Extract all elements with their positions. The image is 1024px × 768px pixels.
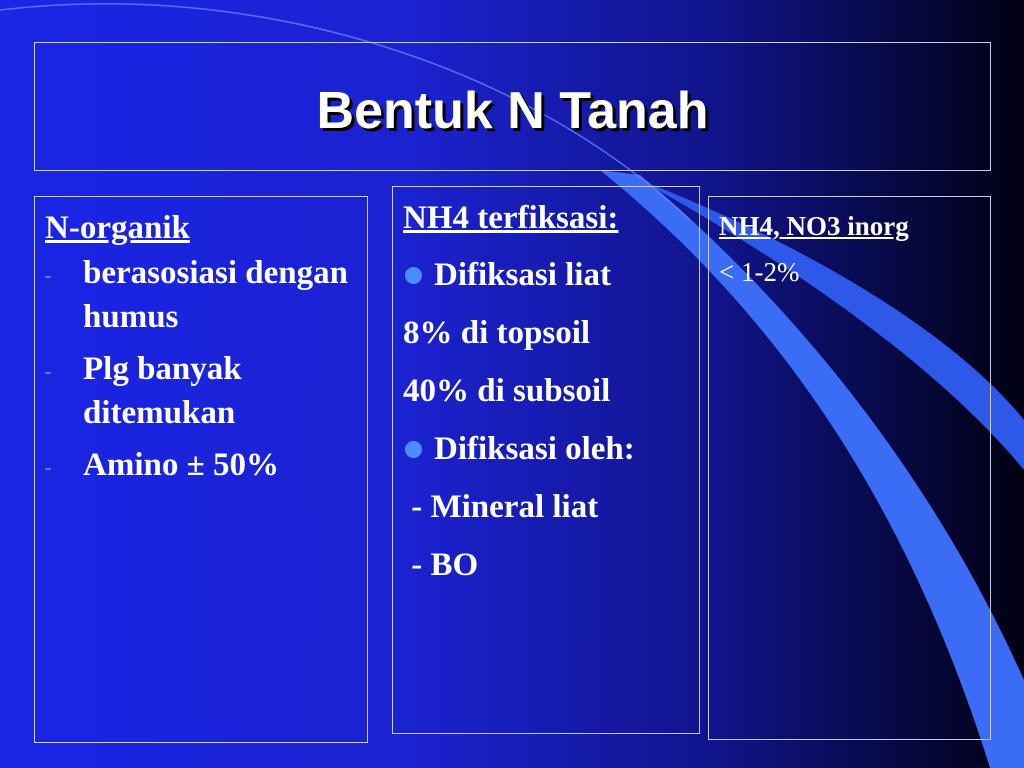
bullet-item	[403, 427, 699, 471]
bullet-dot-icon	[405, 441, 422, 458]
list-item-text: Amino ± 50%	[83, 447, 279, 483]
text-line: 40% di subsoil	[403, 373, 611, 409]
text-line: 8% di topsoil	[403, 315, 591, 351]
title-box	[34, 42, 991, 171]
slide-title: Bentuk N Tanah	[316, 81, 709, 140]
list-item	[45, 251, 367, 339]
list-item-text: Plg banyak ditemukan	[83, 351, 242, 431]
dash-marker: -	[45, 457, 51, 477]
list-item	[45, 347, 367, 435]
dash-marker: -	[45, 265, 51, 285]
column-n-organik	[34, 196, 368, 743]
column-heading: NH4 terfiksasi:	[403, 200, 619, 236]
column-nh4-no3-inorg	[708, 196, 991, 740]
text-line: - BO	[403, 547, 479, 583]
column-heading: N-organik	[45, 210, 190, 246]
bullet-item	[403, 253, 699, 297]
list-item-text: berasosiasi dengan humus	[83, 255, 348, 335]
bullet-text: Difiksasi liat	[434, 257, 611, 293]
text-line: - Mineral liat	[403, 489, 599, 525]
bullet-dot-icon	[405, 267, 422, 284]
list-item	[45, 443, 367, 489]
column-value: < 1-2%	[719, 257, 800, 287]
column-nh4-terfiksasi	[392, 186, 700, 734]
dash-marker: -	[45, 361, 51, 381]
column-heading: NH4, NO3 inorg	[719, 211, 909, 241]
bullet-text: Difiksasi oleh:	[434, 431, 635, 467]
